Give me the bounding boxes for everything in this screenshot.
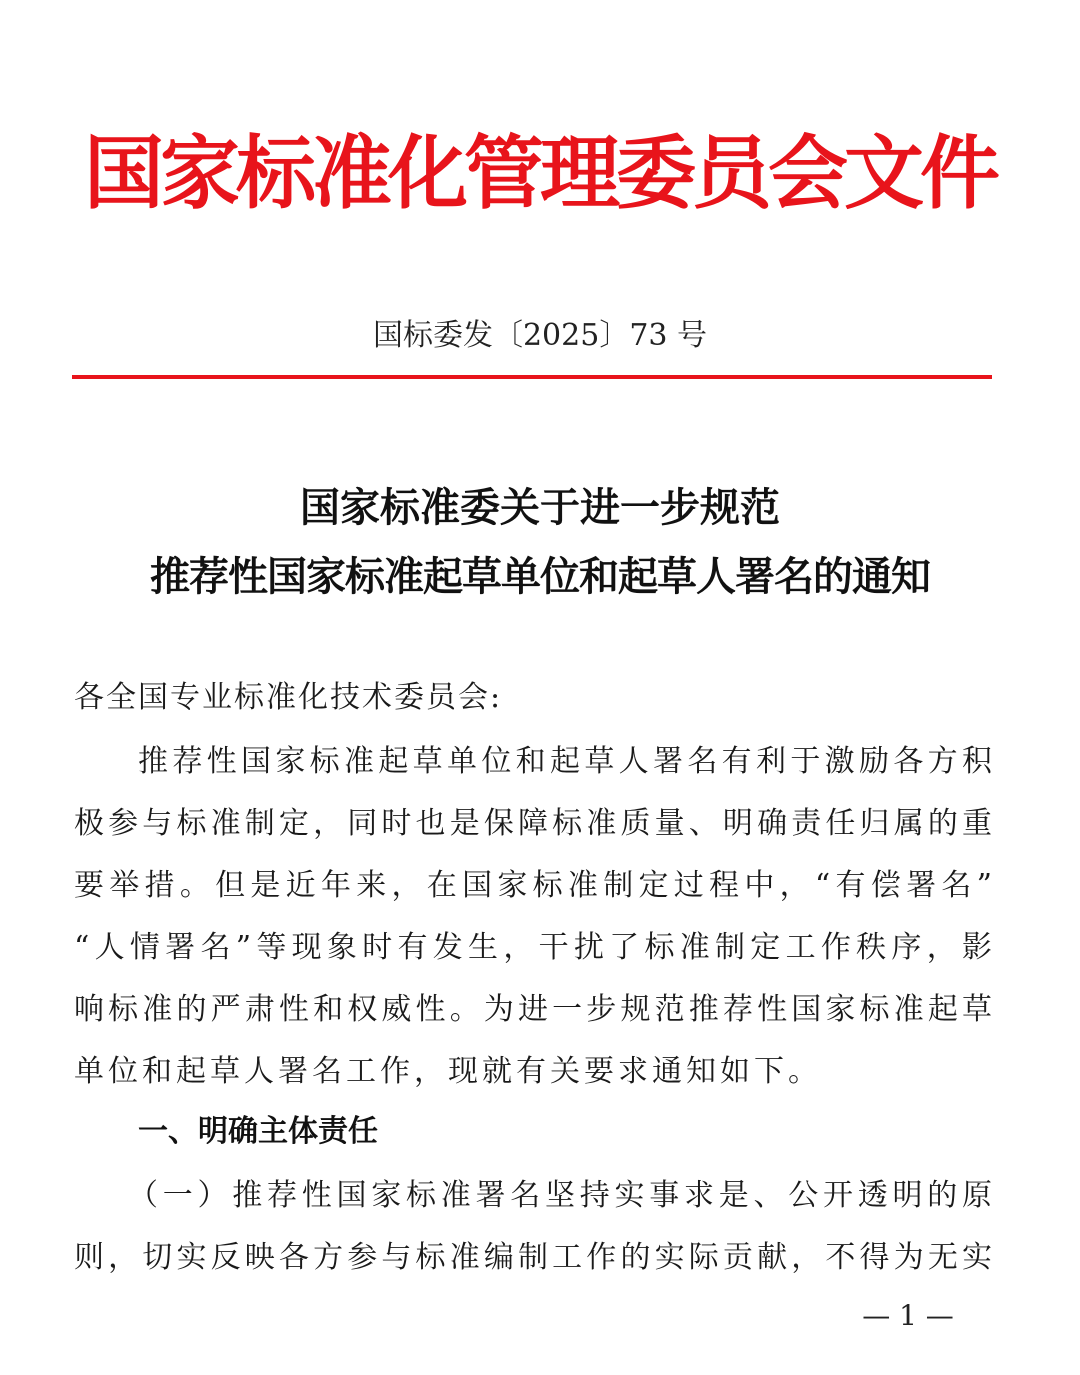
paragraph-line: （一）推荐性国家标准署名坚持实事求是、公开透明的原: [128, 1178, 992, 1213]
red-divider-line: [72, 375, 992, 379]
paragraph-line: 响标准的严肃性和权威性。为进一步规范推荐性国家标准起草: [74, 992, 992, 1027]
notice-title-line-1: 国家标准委关于进一步规范: [300, 484, 780, 531]
paragraph-line: “人情署名”等现象时有发生，干扰了标准制定工作秩序，影: [74, 930, 992, 965]
paragraph-line: 极参与标准制定，同时也是保障标准质量、明确责任归属的重: [74, 806, 992, 841]
section-heading-1: 一、明确主体责任: [138, 1114, 378, 1149]
salutation: 各全国专业标准化技术委员会:: [74, 680, 503, 715]
paragraph-line: 则，切实反映各方参与标准编制工作的实际贡献，不得为无实: [74, 1240, 992, 1275]
paragraph-line: 推荐性国家标准起草单位和起草人署名有利于激励各方积: [138, 744, 992, 779]
notice-title-line-2: 推荐性国家标准起草单位和起草人署名的通知: [150, 553, 930, 600]
masthead-title: 国家标准化管理委员会文件: [84, 126, 996, 220]
paragraph-line: 单位和起草人署名工作，现就有关要求通知如下。: [74, 1054, 822, 1089]
page-number: — 1 —: [862, 1299, 954, 1332]
document-number: 国标委发〔2025〕73 号: [372, 318, 708, 353]
paragraph-line: 要举措。但是近年来，在国家标准制定过程中，“有偿署名”: [74, 868, 992, 903]
